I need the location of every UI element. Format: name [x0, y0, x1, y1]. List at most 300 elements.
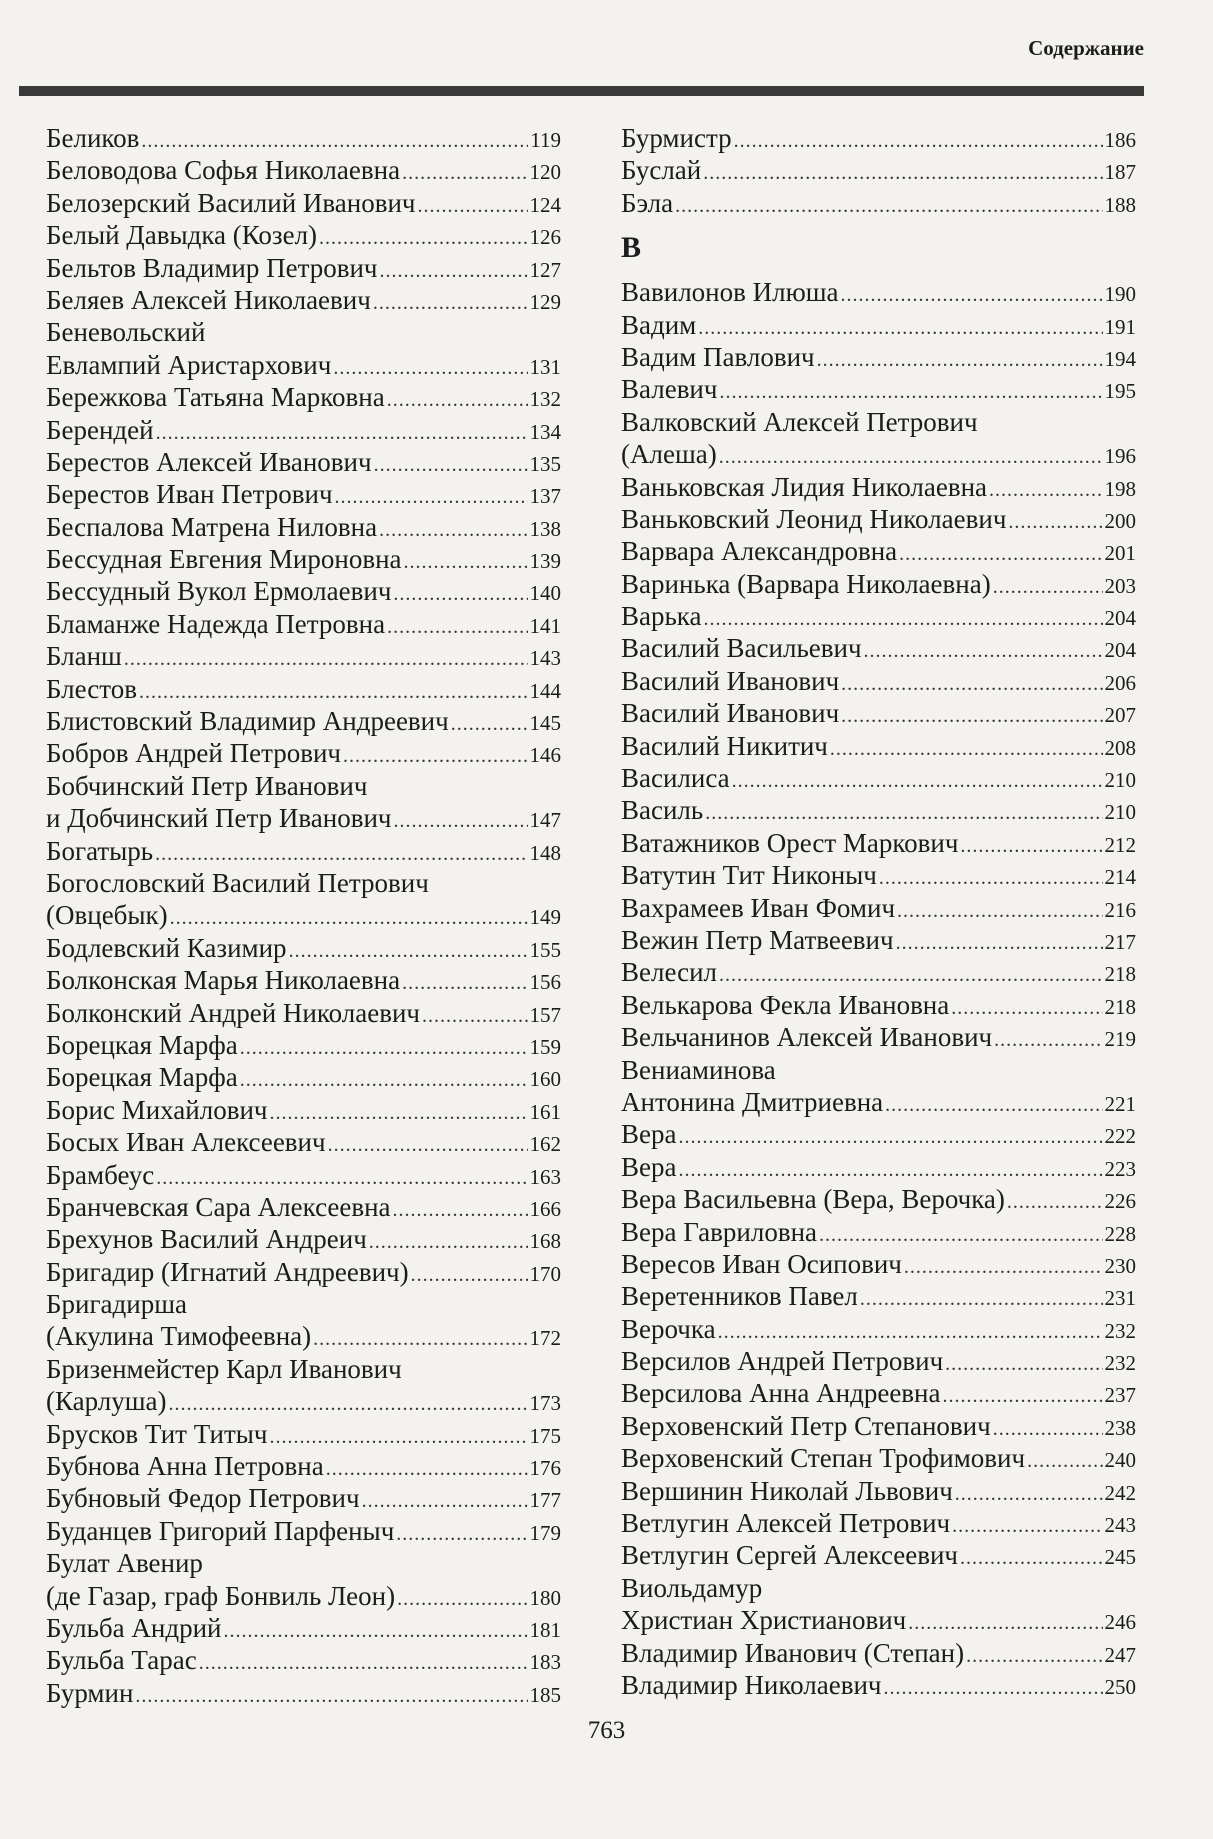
entry-page-number: 201	[1104, 541, 1136, 566]
entry-page-number: 156	[529, 970, 561, 995]
entry-name: Вениаминова	[621, 1054, 776, 1085]
toc-entry	[621, 1539, 1136, 1571]
toc-entry	[46, 737, 561, 769]
entry-name: Вера Гавриловна	[621, 1216, 818, 1247]
entry-page-number: 230	[1104, 1253, 1136, 1278]
dot-leader	[369, 1226, 528, 1258]
dot-leader	[156, 417, 528, 449]
header-rule	[19, 86, 1144, 96]
entry-name: Белый Давыдка (Козел)	[46, 220, 318, 251]
entry-name: Бульба Тарас	[46, 1645, 197, 1676]
dot-leader	[374, 449, 528, 481]
entry-page-number: 221	[1104, 1091, 1136, 1116]
entry-page-number: 198	[1104, 476, 1136, 501]
entry-name: Вежин Петр Матвеевич	[621, 924, 894, 955]
dot-leader	[124, 643, 528, 675]
toc-entry	[46, 219, 561, 251]
entry-page-number: 163	[529, 1164, 561, 1189]
toc-entry	[621, 1410, 1136, 1442]
dot-leader	[960, 1542, 1103, 1574]
toc-entry	[46, 705, 561, 737]
running-header: Содержание	[1028, 36, 1144, 60]
entry-name: Вельчанинов Алексей Иванович	[621, 1022, 993, 1053]
dot-leader	[362, 1485, 528, 1517]
dot-leader	[734, 125, 1103, 157]
entry-name: Варвара Александровна	[621, 536, 898, 567]
toc-entry	[46, 478, 561, 510]
toc-entry	[46, 316, 561, 348]
entry-page-number: 245	[1104, 1545, 1136, 1570]
entry-name: Веретенников Павел	[621, 1281, 858, 1312]
dot-leader	[224, 1615, 528, 1647]
toc-entry	[621, 1637, 1136, 1669]
entry-name: Бланш	[46, 641, 122, 672]
entry-page-number: 222	[1104, 1124, 1136, 1149]
dot-leader	[387, 611, 527, 643]
entry-name: Бодлевский Казимир	[46, 932, 287, 963]
toc-entry	[46, 349, 561, 381]
dot-leader	[719, 376, 1102, 408]
entry-page-number: 148	[529, 840, 561, 865]
entry-name: Бригадирша	[46, 1289, 187, 1320]
dot-leader	[841, 279, 1103, 311]
toc-entry	[46, 1223, 561, 1255]
dot-leader	[897, 895, 1102, 927]
toc-entry	[46, 1385, 561, 1417]
entry-page-number: 160	[529, 1067, 561, 1092]
entry-name: Вавилонов Илюша	[621, 277, 839, 308]
entry-page-number: 132	[529, 387, 561, 412]
entry-name: Борис Михайлович	[46, 1094, 268, 1125]
entry-page-number: 126	[529, 225, 561, 250]
entry-name: Антонина Дмитриевна	[621, 1086, 884, 1117]
dot-leader	[860, 1283, 1103, 1315]
entry-page-number: 219	[1104, 1027, 1136, 1052]
dot-leader	[703, 157, 1102, 189]
toc-entry	[46, 867, 561, 899]
entry-name: Бубновый Федор Петрович	[46, 1483, 360, 1514]
toc-entry	[46, 770, 561, 802]
entry-page-number: 228	[1104, 1221, 1136, 1246]
entry-page-number: 120	[529, 160, 561, 185]
dot-leader	[387, 384, 528, 416]
dot-leader	[698, 312, 1102, 344]
entry-page-number: 157	[529, 1002, 561, 1027]
entry-name: Бельтов Владимир Петрович	[46, 252, 378, 283]
dot-leader	[1027, 1445, 1102, 1477]
entry-page-number: 231	[1104, 1286, 1136, 1311]
dot-leader	[199, 1647, 528, 1679]
dot-leader	[313, 1323, 527, 1355]
toc-entry	[621, 341, 1136, 373]
entry-name: Ветлугин Сергей Алексеевич	[621, 1540, 958, 1571]
dot-leader	[397, 1583, 527, 1615]
entry-page-number: 187	[1104, 160, 1136, 185]
entry-page-number: 176	[529, 1456, 561, 1481]
toc-entry	[621, 730, 1136, 762]
toc-entry	[621, 1442, 1136, 1474]
entry-name: Валковский Алексей Петрович	[621, 406, 978, 437]
entry-page-number: 242	[1104, 1480, 1136, 1505]
entry-page-number: 240	[1104, 1448, 1136, 1473]
entry-name: Бобчинский Петр Иванович	[46, 770, 368, 801]
toc-entry	[46, 1320, 561, 1352]
toc-entry	[621, 1377, 1136, 1409]
entry-page-number: 181	[529, 1617, 561, 1642]
dot-leader	[678, 1154, 1102, 1186]
toc-entry	[46, 802, 561, 834]
entry-page-number: 204	[1104, 606, 1136, 631]
dot-leader	[141, 125, 528, 157]
entry-name: Бранчевская Сара Алексеевна	[46, 1191, 391, 1222]
entry-page-number: 210	[1104, 800, 1136, 825]
entry-page-number: 188	[1104, 192, 1136, 217]
dot-leader	[896, 927, 1103, 959]
entry-page-number: 135	[529, 451, 561, 476]
dot-leader	[422, 1000, 528, 1032]
toc-entry	[46, 1612, 561, 1644]
entry-page-number: 195	[1104, 379, 1136, 404]
dot-leader	[675, 190, 1102, 222]
toc-entry	[621, 276, 1136, 308]
toc-entry	[621, 1054, 1136, 1086]
dot-leader	[885, 1089, 1102, 1121]
entry-page-number: 218	[1104, 994, 1136, 1019]
dot-leader	[240, 1032, 528, 1064]
entry-name: Булат Авенир	[46, 1548, 203, 1579]
entry-name: Бризенмейстер Карл Иванович	[46, 1353, 402, 1384]
dot-leader	[943, 1380, 1103, 1412]
entry-page-number: 141	[529, 613, 561, 638]
entry-page-number: 149	[529, 905, 561, 930]
entry-name: Бессудная Евгения Мироновна	[46, 544, 402, 575]
entry-name: Беловодова Софья Николаевна	[46, 155, 401, 186]
entry-page-number: 146	[529, 743, 561, 768]
toc-entry	[46, 414, 561, 446]
entry-page-number: 175	[529, 1423, 561, 1448]
dot-leader	[402, 967, 527, 999]
toc-entry	[621, 1345, 1136, 1377]
dot-leader	[884, 1672, 1103, 1704]
entry-name: Бульба Андрий	[46, 1612, 222, 1643]
toc-entry	[46, 1677, 561, 1709]
toc-entry	[621, 1669, 1136, 1701]
entry-name: Верховенский Степан Трофимович	[621, 1443, 1026, 1474]
entry-page-number: 185	[529, 1682, 561, 1707]
toc-entry	[621, 568, 1136, 600]
dot-leader	[169, 1388, 528, 1420]
entry-page-number: 145	[529, 711, 561, 736]
dot-leader	[899, 538, 1102, 570]
toc-entry	[46, 1159, 561, 1191]
entry-name: Брехунов Василий Андреич	[46, 1224, 367, 1255]
entry-page-number: 131	[529, 354, 561, 379]
toc-entry	[621, 122, 1136, 154]
entry-name: Босых Иван Алексеевич	[46, 1127, 326, 1158]
entry-name: Белозерский Василий Иванович	[46, 187, 416, 218]
entry-page-number: 223	[1104, 1156, 1136, 1181]
entry-name: Вадим Павлович	[621, 341, 815, 372]
dot-leader	[240, 1064, 528, 1096]
toc-entry	[46, 964, 561, 996]
dot-leader	[319, 222, 527, 254]
entry-name: Валевич	[621, 374, 718, 405]
toc-column-left	[46, 122, 561, 1709]
entry-page-number: 134	[529, 419, 561, 444]
entry-page-number: 172	[529, 1326, 561, 1351]
dot-leader	[704, 603, 1103, 635]
toc-entry	[46, 835, 561, 867]
dot-leader	[326, 1453, 528, 1485]
entry-name: Ваньковский Леонид Николаевич	[621, 503, 1007, 534]
toc-entry	[46, 1450, 561, 1482]
entry-name: Беликов	[46, 123, 140, 153]
toc-entry	[46, 1288, 561, 1320]
entry-page-number: 194	[1104, 346, 1136, 371]
toc-entry	[621, 1475, 1136, 1507]
entry-name: Василий Иванович	[621, 665, 840, 696]
entry-name: и Добчинский Петр Иванович	[46, 803, 392, 834]
toc-entry	[621, 762, 1136, 794]
dot-leader	[879, 862, 1103, 894]
toc-entry	[621, 309, 1136, 341]
toc-entry	[46, 640, 561, 672]
entry-name: Бригадир (Игнатий Андреевич)	[46, 1256, 409, 1287]
entry-name: Богатырь	[46, 835, 154, 866]
dot-leader	[989, 474, 1102, 506]
entry-page-number: 119	[530, 128, 561, 152]
entry-page-number: 247	[1104, 1642, 1136, 1667]
entry-page-number: 179	[529, 1520, 561, 1545]
entry-page-number: 161	[529, 1099, 561, 1124]
toc-entry	[621, 1118, 1136, 1150]
dot-leader	[418, 190, 528, 222]
entry-name: Бобров Андрей Петрович	[46, 738, 341, 769]
dot-leader	[718, 1316, 1103, 1348]
entry-page-number: 129	[529, 289, 561, 314]
toc-entry	[621, 406, 1136, 438]
entry-page-number: 173	[529, 1391, 561, 1416]
toc-entry	[621, 535, 1136, 567]
dot-leader	[952, 1510, 1102, 1542]
entry-page-number: 232	[1104, 1351, 1136, 1376]
entry-page-number: 243	[1104, 1513, 1136, 1538]
entry-page-number: 207	[1104, 703, 1136, 728]
toc-entry	[621, 859, 1136, 891]
toc-entry	[621, 632, 1136, 664]
toc-entry	[46, 252, 561, 284]
entry-name: Берестов Иван Петрович	[46, 479, 333, 510]
entry-page-number: 216	[1104, 897, 1136, 922]
dot-leader	[393, 578, 527, 610]
toc-entry	[621, 1151, 1136, 1183]
toc-entry	[621, 1507, 1136, 1539]
entry-name: Буданцев Григорий Парфеныч	[46, 1515, 395, 1546]
toc-entry	[621, 1313, 1136, 1345]
entry-name: Блестов	[46, 673, 137, 704]
entry-page-number: 127	[529, 257, 561, 282]
dot-leader	[955, 1478, 1103, 1510]
entry-page-number: 208	[1104, 735, 1136, 760]
toc-entry	[621, 600, 1136, 632]
entry-page-number: 138	[529, 516, 561, 541]
entry-page-number: 214	[1104, 865, 1136, 890]
toc-entry	[621, 1604, 1136, 1636]
entry-name: Богословский Василий Петрович	[46, 867, 429, 898]
toc-entry	[46, 1547, 561, 1579]
toc-entry	[621, 956, 1136, 988]
entry-name: Болконская Марья Николаевна	[46, 965, 401, 996]
entry-page-number: 155	[529, 937, 561, 962]
entry-page-number: 159	[529, 1034, 561, 1059]
entry-page-number: 200	[1104, 508, 1136, 533]
entry-page-number: 140	[529, 581, 561, 606]
entry-name: Вера	[621, 1151, 677, 1182]
entry-name: Берендей	[46, 414, 154, 445]
toc-entry	[621, 187, 1136, 219]
entry-name: (Акулина Тимофеевна)	[46, 1321, 312, 1352]
dot-leader	[830, 733, 1103, 765]
dot-leader	[343, 740, 528, 772]
entry-page-number: 168	[529, 1229, 561, 1254]
toc-entry	[46, 543, 561, 575]
dot-leader	[402, 157, 527, 189]
section-letter: В	[621, 231, 642, 265]
toc-entry	[621, 373, 1136, 405]
entry-name: Ватажников Орест Маркович	[621, 827, 959, 858]
toc-entry	[46, 1061, 561, 1093]
toc-column-right	[621, 122, 1136, 1701]
entry-name: Вершинин Николай Львович	[621, 1475, 953, 1506]
entry-page-number: 124	[529, 192, 561, 217]
dot-leader	[864, 635, 1103, 667]
entry-name: Верховенский Петр Степанович	[621, 1410, 991, 1441]
toc-entry	[621, 1572, 1136, 1604]
dot-leader	[904, 1251, 1103, 1283]
toc-entry	[621, 154, 1136, 186]
entry-name: Болконский Андрей Николаевич	[46, 997, 420, 1028]
entry-page-number: 226	[1104, 1189, 1136, 1214]
entry-page-number: 218	[1104, 962, 1136, 987]
toc-entry	[46, 1029, 561, 1061]
dot-leader	[841, 668, 1102, 700]
dot-leader	[396, 1518, 527, 1550]
dot-leader	[732, 765, 1103, 797]
entry-name: Борецкая Марфа	[46, 1029, 238, 1060]
toc-entry	[621, 924, 1136, 956]
toc-entry	[621, 989, 1136, 1021]
dot-leader	[394, 805, 528, 837]
entry-name: Бурмистр	[621, 123, 732, 153]
entry-name: Бламанже Надежда Петровна	[46, 608, 386, 639]
entry-name: Владимир Иванович (Степан)	[621, 1637, 965, 1668]
entry-name: Версилов Андрей Петрович	[621, 1346, 944, 1377]
entry-name: (Алеша)	[621, 439, 717, 470]
dot-leader	[993, 571, 1103, 603]
dot-leader	[335, 481, 528, 513]
toc-entry	[46, 284, 561, 316]
entry-name: Вера Васильевна (Вера, Верочка)	[621, 1184, 1005, 1215]
dot-leader	[333, 352, 527, 384]
dot-leader	[155, 838, 527, 870]
entry-name: Варинька (Варвара Николаевна)	[621, 568, 991, 599]
dot-leader	[705, 797, 1102, 829]
entry-page-number: 183	[529, 1650, 561, 1675]
dot-leader	[289, 935, 528, 967]
dot-leader	[380, 255, 528, 287]
entry-page-number: 237	[1104, 1383, 1136, 1408]
toc-entry	[621, 892, 1136, 924]
entry-page-number: 166	[529, 1196, 561, 1221]
dot-leader	[393, 1194, 528, 1226]
entry-page-number: 217	[1104, 929, 1136, 954]
entry-page-number: 191	[1104, 314, 1136, 339]
dot-leader	[1007, 1186, 1103, 1218]
page-number: 763	[587, 1717, 626, 1744]
entry-name: Беляев Алексей Николаевич	[46, 284, 371, 315]
entry-page-number: 170	[529, 1261, 561, 1286]
entry-name: Брусков Тит Титыч	[46, 1418, 268, 1449]
toc-entry	[46, 608, 561, 640]
toc-entry	[46, 1256, 561, 1288]
toc-entry	[46, 932, 561, 964]
dot-leader	[966, 1640, 1102, 1672]
entry-name: Версилова Анна Андреевна	[621, 1378, 941, 1409]
toc-entry	[621, 794, 1136, 826]
toc-entry	[621, 827, 1136, 859]
entry-name: Вересов Иван Осипович	[621, 1248, 902, 1279]
dot-leader	[719, 959, 1102, 991]
dot-leader	[678, 1121, 1102, 1153]
dot-leader	[328, 1129, 528, 1161]
entry-name: Борецкая Марфа	[46, 1062, 238, 1093]
entry-name: (де Газар, граф Бонвиль Леон)	[46, 1580, 396, 1611]
toc-entry	[621, 1216, 1136, 1248]
toc-entry	[621, 1021, 1136, 1053]
dot-leader	[993, 1413, 1103, 1445]
dot-leader	[411, 1259, 528, 1291]
entry-name: Василий Никитич	[621, 730, 828, 761]
entry-name: Ветлугин Алексей Петрович	[621, 1508, 951, 1539]
toc-entry	[46, 1580, 561, 1612]
entry-name: Брамбеус	[46, 1159, 155, 1190]
entry-page-number: 177	[529, 1488, 561, 1513]
entry-page-number: 147	[529, 808, 561, 833]
dot-leader	[945, 1348, 1102, 1380]
entry-page-number: 139	[529, 549, 561, 574]
entry-name: Виольдамур	[621, 1572, 763, 1603]
toc-entry	[46, 1191, 561, 1223]
dot-leader	[269, 1421, 527, 1453]
entry-page-number: 203	[1104, 573, 1136, 598]
entry-name: Беневольский	[46, 317, 206, 348]
toc-entry	[46, 997, 561, 1029]
dot-leader	[960, 830, 1102, 862]
toc-entry	[621, 1280, 1136, 1312]
entry-name: Василий Иванович	[621, 698, 840, 729]
entry-page-number: 180	[529, 1585, 561, 1610]
dot-leader	[719, 441, 1103, 473]
toc-entry	[46, 1353, 561, 1385]
entry-page-number: 238	[1104, 1415, 1136, 1440]
toc-entry	[46, 575, 561, 607]
dot-leader	[841, 700, 1102, 732]
toc-entry	[46, 1094, 561, 1126]
toc-entry	[621, 438, 1136, 470]
toc-entry	[46, 1126, 561, 1158]
entry-name: Берестов Алексей Иванович	[46, 446, 372, 477]
entry-name: Василиса	[621, 763, 730, 794]
